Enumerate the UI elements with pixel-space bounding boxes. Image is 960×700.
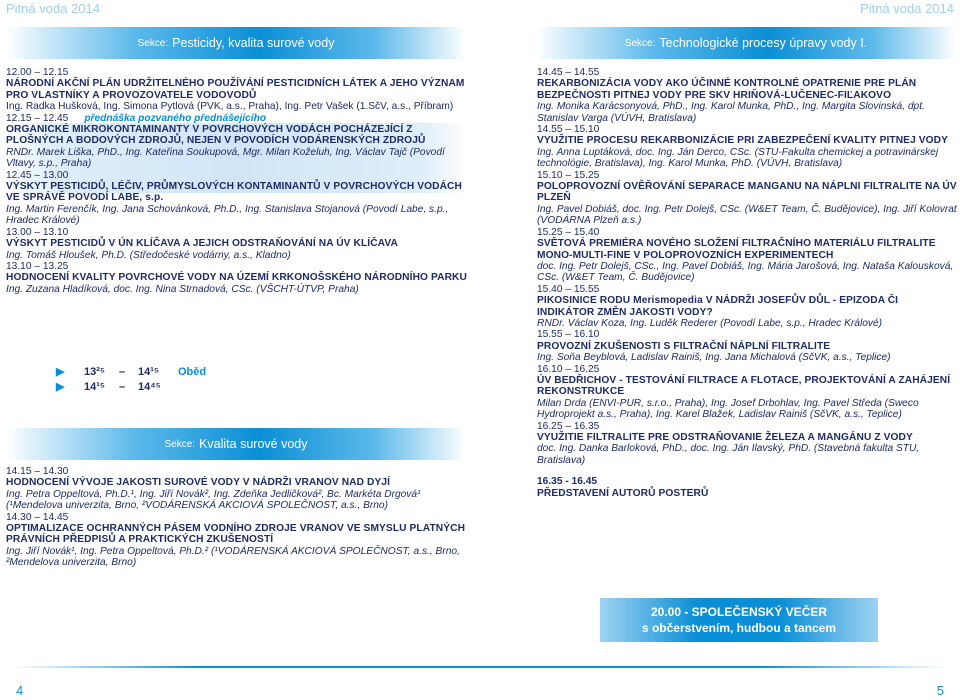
entry-time: 12.45 – 13.00 <box>6 169 69 181</box>
program-entry <box>537 421 957 467</box>
entry-authors: Ing. Pavel Dobiáš, doc. Ing. Petr Dolejš, CSc. (W&ET Team, Č. Budějovice), Ing. Jiří Kolovrat (VODÁRNA Plzeň a.s.) <box>537 203 957 227</box>
entry-time: 15.10 – 15.25 <box>537 169 600 181</box>
entry-time: 16.35 - 16.45 <box>537 476 598 488</box>
program-entry <box>537 364 957 421</box>
entry-time: 14.15 – 14.30 <box>6 466 69 477</box>
entry-time: 15.25 – 15.40 <box>537 226 600 238</box>
entry-title: PROVOZNÍ ZKUŠENOSTI S FILTRAČNÍ NÁPLNÍ FILTRALITE <box>537 340 831 352</box>
social-evening-title: 20.00 - SPOLEČENSKÝ VEČER <box>650 605 828 619</box>
invited-lecture-note: přednáška pozvaného přednášejícího <box>84 112 267 124</box>
program-entry <box>537 284 957 330</box>
entry-authors: Ing. Martin Ferenčík, Ing. Jana Schovánková, Ph.D., Ing. Stanislava Stojanová (Povodí Labe, s.p., Hradec Králové) <box>6 203 449 227</box>
program-entry <box>6 170 468 227</box>
entry-authors: RNDr. Václav Koza, Ing. Luděk Rederer (Povodí Labe, s.p., Hradec Králové) <box>537 317 883 329</box>
entry-time: 14.55 – 15.10 <box>537 124 600 136</box>
entry-title: ORGANICKÉ MIKROKONTAMINANTY V POVRCHOVÝCH VODÁCH POCHÁZEJÍCÍ Z PLOŠNÝCH A BODOVÝCH ZDROJŮ, NEJEN V POVODÍCH VODÁRENSKÝCH ZDROJŮ <box>6 124 426 147</box>
entry-title: PŘEDSTAVENÍ AUTORŮ POSTERŮ <box>537 487 709 499</box>
section-bar-raw-water <box>6 428 466 460</box>
lunch-dash: – <box>118 380 126 393</box>
entry-title: POLOPROVOZNÍ OVĚŘOVÁNÍ SEPARACE MANGANU NA NÁPLNI FILTRALITE NA ÚV PLZEŇ <box>537 181 957 204</box>
entry-time: 14.45 – 14.55 <box>537 67 600 78</box>
left-program-column <box>6 67 468 295</box>
entry-title: VÝSKYT PESTICIDŮ V ÚN KLÍČAVA A JEJICH ODSTRAŇOVÁNÍ NA ÚV KLÍČAVA <box>6 238 398 250</box>
entry-title: OPTIMALIZACE OCHRANNÝCH PÁSEM VODNÍHO ZDROJE VRANOV VE SMYSLU PLATNÝCH PRÁVNÍCH PŘEDPISŮ A PRAKTICKÝCH ZKUŠENOSTÍ <box>6 523 466 546</box>
program-entry <box>6 67 468 113</box>
entry-authors: Milan Drda (ENVI-PUR, s.r.o., Praha), Ing. Josef Drbohlav, Ing. Pavel Středa (Sweco Hydroprojekt a.s., Praha), Ing. Karel Blažek, Ladislav Rainiš (SčVK, a.s., Teplice) <box>537 397 919 421</box>
entry-time: 15.40 – 15.55 <box>537 283 600 295</box>
entry-authors: Ing. Tomáš Hloušek, Ph.D. (Středočeské vodárny, a.s., Kladno) <box>6 249 291 261</box>
entry-title: PIKOSINICE RODU Merismopedia V NÁDRŽI JOSEFŮV DŮL - EPIZODA ČI INDIKÁTOR ZMĚN JAKOSTI VODY? <box>537 295 899 318</box>
entry-time: 13.10 – 13.25 <box>6 260 69 272</box>
entry-time: 16.25 – 16.35 <box>537 420 600 432</box>
lunch-to: 14¹⁵ <box>138 365 160 378</box>
page-number-left: 4 <box>16 683 24 698</box>
lunch-row <box>56 379 206 394</box>
entry-authors: RNDr. Marek Liška, PhD., Ing. Kateřina Soukupová, Mgr. Milan Koželuh, Ing. Václav Tajč (Povodí Vltavy, s.p., Praha) <box>6 146 445 170</box>
entry-title: ÚV BEDŘICHOV - TESTOVÁNÍ FILTRACE A FLOTACE, PROJEKTOVÁNÍ A ZAHÁJENÍ REKONSTRUKCE <box>537 374 951 398</box>
entry-authors: Ing. Soňa Beyblová, Ladislav Rainiš, Ing. Jana Michalová (SčVK, a.s., Teplice) <box>537 352 891 364</box>
section-title: Kvalita surové vody <box>199 437 308 451</box>
entry-title: NÁRODNÍ AKČNÍ PLÁN UDRŽITELNÉHO POUŽÍVÁNÍ PESTICIDNÍCH LÁTEK A JEHO VÝZNAM PRO VLASTNÍKY A PROVOZOVATELE VODOVODŮ <box>6 78 465 101</box>
triangle-right-icon: ▶ <box>56 366 65 378</box>
program-entry <box>537 476 957 499</box>
section-title: Technologické procesy úpravy vody I. <box>659 36 868 50</box>
page-number-right: 5 <box>936 683 944 698</box>
entry-title: HODNOCENÍ KVALITY POVRCHOVÉ VODY NA ÚZEMÍ KRKONOŠSKÉHO NÁRODNÍHO PARKU <box>6 272 467 284</box>
lunch-from: 14¹⁵ <box>84 380 106 393</box>
program-entry <box>6 512 468 569</box>
program-entry <box>6 261 468 295</box>
entry-time-text: 12.15 – 12.45 <box>6 112 69 124</box>
entry-authors: Ing. Petra Oppeltová, Ph.D.¹, Ing. Jiří Novák², Ing. Zdeňka Jedličková², Bc. Markéta Drgová¹ (¹Mendelova univerzita, Brno, ²VODÁRENSKÁ AKCIOVÁ SPOLEČNOST, a.s., Brno) <box>6 488 421 512</box>
right-program-column <box>537 67 957 499</box>
program-entry <box>6 113 468 170</box>
entry-time <box>6 113 468 124</box>
section-prefix: Sekce: <box>624 37 656 49</box>
lunch-break <box>56 364 206 394</box>
program-entry <box>537 124 957 170</box>
lunch-row <box>56 364 206 379</box>
triangle-right-icon: ▶ <box>56 381 65 393</box>
section-bar-pesticides <box>6 27 466 59</box>
entry-authors: doc. Ing. Petr Dolejš, CSc., Ing. Pavel Dobiáš, Ing. Mária Jarošová, Ing. Nataša Kalousková, CSc. (W&ET Team, Č. Budějovice) <box>537 260 954 284</box>
lunch-dash: – <box>118 365 126 378</box>
section-prefix: Sekce: <box>137 37 169 49</box>
entry-time: 12.00 – 12.15 <box>6 67 69 78</box>
entry-time: 15.55 – 16.10 <box>537 329 600 341</box>
lunch-label: Oběd <box>178 365 207 378</box>
footer-divider <box>13 666 947 668</box>
entry-time: 14.30 – 14.45 <box>6 511 69 523</box>
entry-title: VYUŽITIE PROCESU REKARBONIZÁCIE PRI ZABEZPEČENÍ KVALITY PITNEJ VODY <box>537 135 949 147</box>
entry-authors: Ing. Radka Hušková, Ing. Simona Pytlová (PVK, a.s., Praha), Ing. Petr Vašek (1.SčV, a.s., Příbram) <box>6 101 454 113</box>
entry-title: VÝSKYT PESTICIDŮ, LÉČIV, PRŮMYSLOVÝCH KONTAMINANTŮ V POVRCHOVÝCH VODÁCH VE SPRÁVĚ POVODÍ LABE, s.p. <box>6 181 462 204</box>
section-bar-technology <box>536 27 956 59</box>
social-evening-subtitle: s občerstvením, hudbou a tancem <box>641 621 837 635</box>
program-entry <box>537 227 957 284</box>
entry-authors: Ing. Monika Karácsonyová, PhD., Ing. Karol Munka, PhD., Ing. Margita Slovinská, dpt. Stanislav Varga (VÚVH, Bratislava) <box>537 101 925 124</box>
entry-authors: doc. Ing. Danka Barloková, PhD., doc. Ing. Ján Ilavský, PhD. (Stavebná fakulta STU, Bratislava) <box>537 443 920 466</box>
lunch-from: 13²⁵ <box>84 365 106 378</box>
entry-time: 16.10 – 16.25 <box>537 363 600 375</box>
entry-title: SVĚTOVÁ PREMIÉRA NOVÉHO SLOŽENÍ FILTRAČNÍHO MATERIÁLU FILTRALITE MONO-MULTI-FINE V POLOPROVOZNÍCH EXPERIMENTECH <box>537 238 936 261</box>
lunch-to: 14⁴⁵ <box>138 380 161 393</box>
section-title: Pesticidy, kvalita surové vody <box>172 36 335 50</box>
entry-authors: Ing. Anna Luptáková, doc. Ing. Ján Derco, CSc. (STU-Fakulta chemickej a potravinárskej technológie, Bratislava), Ing. Karol Munka, PhD. (VÚVH, Bratislava) <box>537 146 939 170</box>
header-left-title: Pitná voda 2014 <box>6 1 100 16</box>
program-entry <box>537 170 957 227</box>
entry-authors: Ing. Zuzana Hladíková, doc. Ing. Nina Strnadová, CSc. (VŠCHT-ÚTVP, Praha) <box>6 283 359 295</box>
program-entry <box>537 67 957 124</box>
program-entry <box>6 466 468 512</box>
header-right-title: Pitná voda 2014 <box>860 1 954 16</box>
left-program-column-2 <box>6 466 468 569</box>
program-entry <box>537 329 957 363</box>
entry-title: REKARBONIZÁCIA VODY AKO ÚČINNÉ KONTROLNÉ OPATRENIE PRE PLÁN BEZPEČNOSTI PITNEJ VODY PRE SKV HRIŇOVÁ-LUČENEC-FIĽAKOVO <box>537 78 917 101</box>
social-evening-box <box>600 598 878 642</box>
program-entry <box>6 227 468 261</box>
section-prefix: Sekce: <box>164 438 196 450</box>
entry-time: 13.00 – 13.10 <box>6 226 69 238</box>
entry-title: HODNOCENÍ VÝVOJE JAKOSTI SUROVÉ VODY V NÁDRŽI VRANOV NAD DYJÍ <box>6 477 391 489</box>
entry-title: VYUŽITIE FILTRALITE PRE ODSTRAŇOVANIE ŽELEZA A MANGÁNU Z VODY <box>537 432 913 443</box>
entry-authors: Ing. Jiří Novák¹, Ing. Petra Oppeltová, Ph.D.² (¹VODÁRENSKÁ AKCIOVÁ SPOLEČNOST, a.s., Brno, ²Mendelova univerzita, Brno) <box>6 545 460 569</box>
